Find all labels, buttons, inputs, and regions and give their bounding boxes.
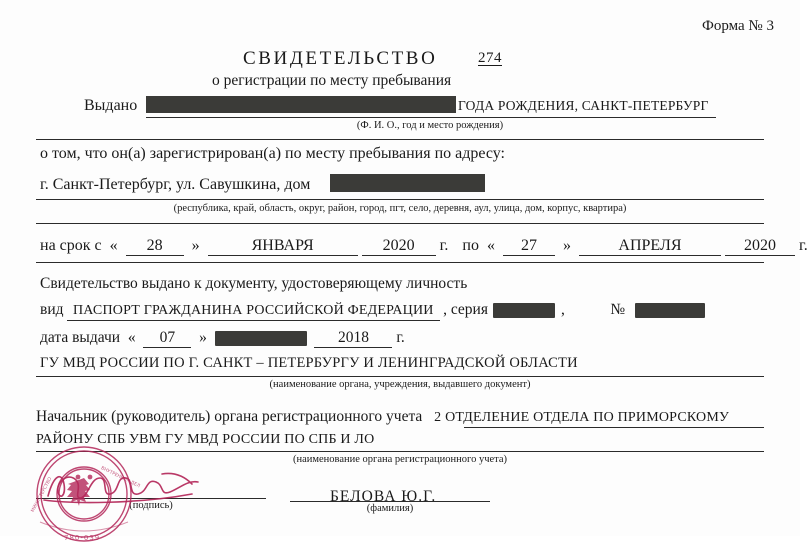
rule-authority [36, 376, 764, 377]
document-subtitle: о регистрации по месту пребывания [212, 72, 452, 89]
issue-date-row [40, 329, 405, 348]
quote-open-3: « [123, 329, 140, 346]
identity-kind-value: ПАСПОРТ ГРАЖДАНИНА РОССИЙСКОЙ ФЕДЕРАЦИИ [67, 303, 440, 321]
issued-to-label: Выдано [84, 97, 138, 114]
chief-org-line-1: 2 ОТДЕЛЕНИЕ ОТДЕЛА ПО ПРИМОРСКОМУ [434, 410, 730, 425]
registration-address: г. Санкт-Петербург, ул. Савушкина, дом [40, 176, 311, 193]
form-number: Форма № 3 [702, 18, 774, 34]
caption-authority: (наименование органа, учреждения, выдавшего документ) [269, 379, 531, 390]
certificate-number: 274 [478, 50, 502, 66]
rule-term [36, 262, 764, 263]
term-to-word: по [462, 237, 479, 254]
quote-close-3: » [195, 329, 211, 346]
document-title: СВИДЕТЕЛЬСТВО [243, 48, 438, 69]
redacted-series-block [493, 303, 555, 318]
caption-fio: (Ф. И. О., год и место рождения) [356, 120, 504, 131]
identity-series-label: , серия [443, 301, 488, 318]
registration-statement: о том, что он(а) зарегистрирован(а) по месту пребывания по адресу: [40, 145, 505, 162]
caption-surname: (фамилия) [366, 503, 414, 514]
identity-document-intro: Свидетельство выдано к документу, удостоверяющему личность [40, 275, 468, 292]
term-to-year: 2020 [725, 237, 795, 256]
rule-chief-1 [464, 427, 764, 428]
signatory-surname: БЕЛОВА Ю.Г. [330, 488, 437, 505]
issue-year: 2018 [314, 329, 392, 348]
rule-surname [290, 501, 490, 502]
svg-text:ВНУТРЕННИХ ДЕЛ: ВНУТРЕННИХ ДЕЛ [99, 466, 141, 490]
redacted-number-block [635, 303, 705, 318]
rule-blank-2 [36, 223, 764, 224]
rule-address [36, 199, 764, 200]
term-year-label-1: г. [439, 237, 449, 254]
identity-kind-label: вид [40, 301, 64, 318]
quote-open-1: « [105, 237, 122, 254]
issue-date-label: дата выдачи [40, 329, 121, 346]
svg-text:МИНИСТЕРСТВО: МИНИСТЕРСТВО [30, 476, 54, 514]
term-from-year: 2020 [362, 237, 436, 256]
quote-close-1: » [187, 237, 204, 254]
term-to-day: 27 [503, 237, 555, 256]
identity-series-comma: , [560, 301, 565, 318]
issued-to-tail-text: ГОДА РОЖДЕНИЯ, САНКТ-ПЕТЕРБУРГ [458, 98, 709, 113]
caption-chief-org: (наименование органа регистрационного учета) [292, 454, 508, 465]
issue-year-label: г. [396, 329, 405, 346]
term-year-label-2: г. [798, 237, 808, 254]
identity-number-label: № [610, 301, 626, 318]
chief-row [36, 408, 729, 426]
redacted-name-block [146, 96, 456, 113]
term-from-day: 28 [126, 237, 184, 256]
quote-open-2: « [482, 237, 499, 254]
term-to-month: АПРЕЛЯ [579, 237, 721, 256]
chief-org-line-2: РАЙОНУ СПБ УВМ ГУ МВД РОССИИ ПО СПБ И ЛО [36, 432, 375, 447]
redacted-address-block [330, 174, 485, 192]
svg-text:780-039: 780-039 [64, 534, 101, 542]
rule-issued-to [146, 117, 716, 118]
term-prefix: на срок с [40, 237, 102, 254]
term-from-month: ЯНВАРЯ [208, 237, 358, 256]
chief-label: Начальник (руководитель) органа регистрационного учета [36, 408, 423, 425]
caption-signature: (подпись) [129, 500, 173, 511]
caption-address: (республика, край, область, округ, район, город, пгт, село, деревня, аул, улица, дом, корпус, квартира) [173, 203, 627, 214]
official-stamp [26, 444, 150, 542]
identity-document-row [40, 301, 705, 321]
quote-close-2: » [558, 237, 575, 254]
issue-day: 07 [143, 329, 191, 348]
issuing-authority: ГУ МВД РОССИИ ПО Г. САНКТ – ПЕТЕРБУРГУ И ЛЕНИНГРАДСКОЙ ОБЛАСТИ [40, 355, 578, 371]
rule-blank-1 [36, 139, 764, 140]
term-row [40, 237, 808, 256]
redacted-month-block [215, 331, 307, 346]
